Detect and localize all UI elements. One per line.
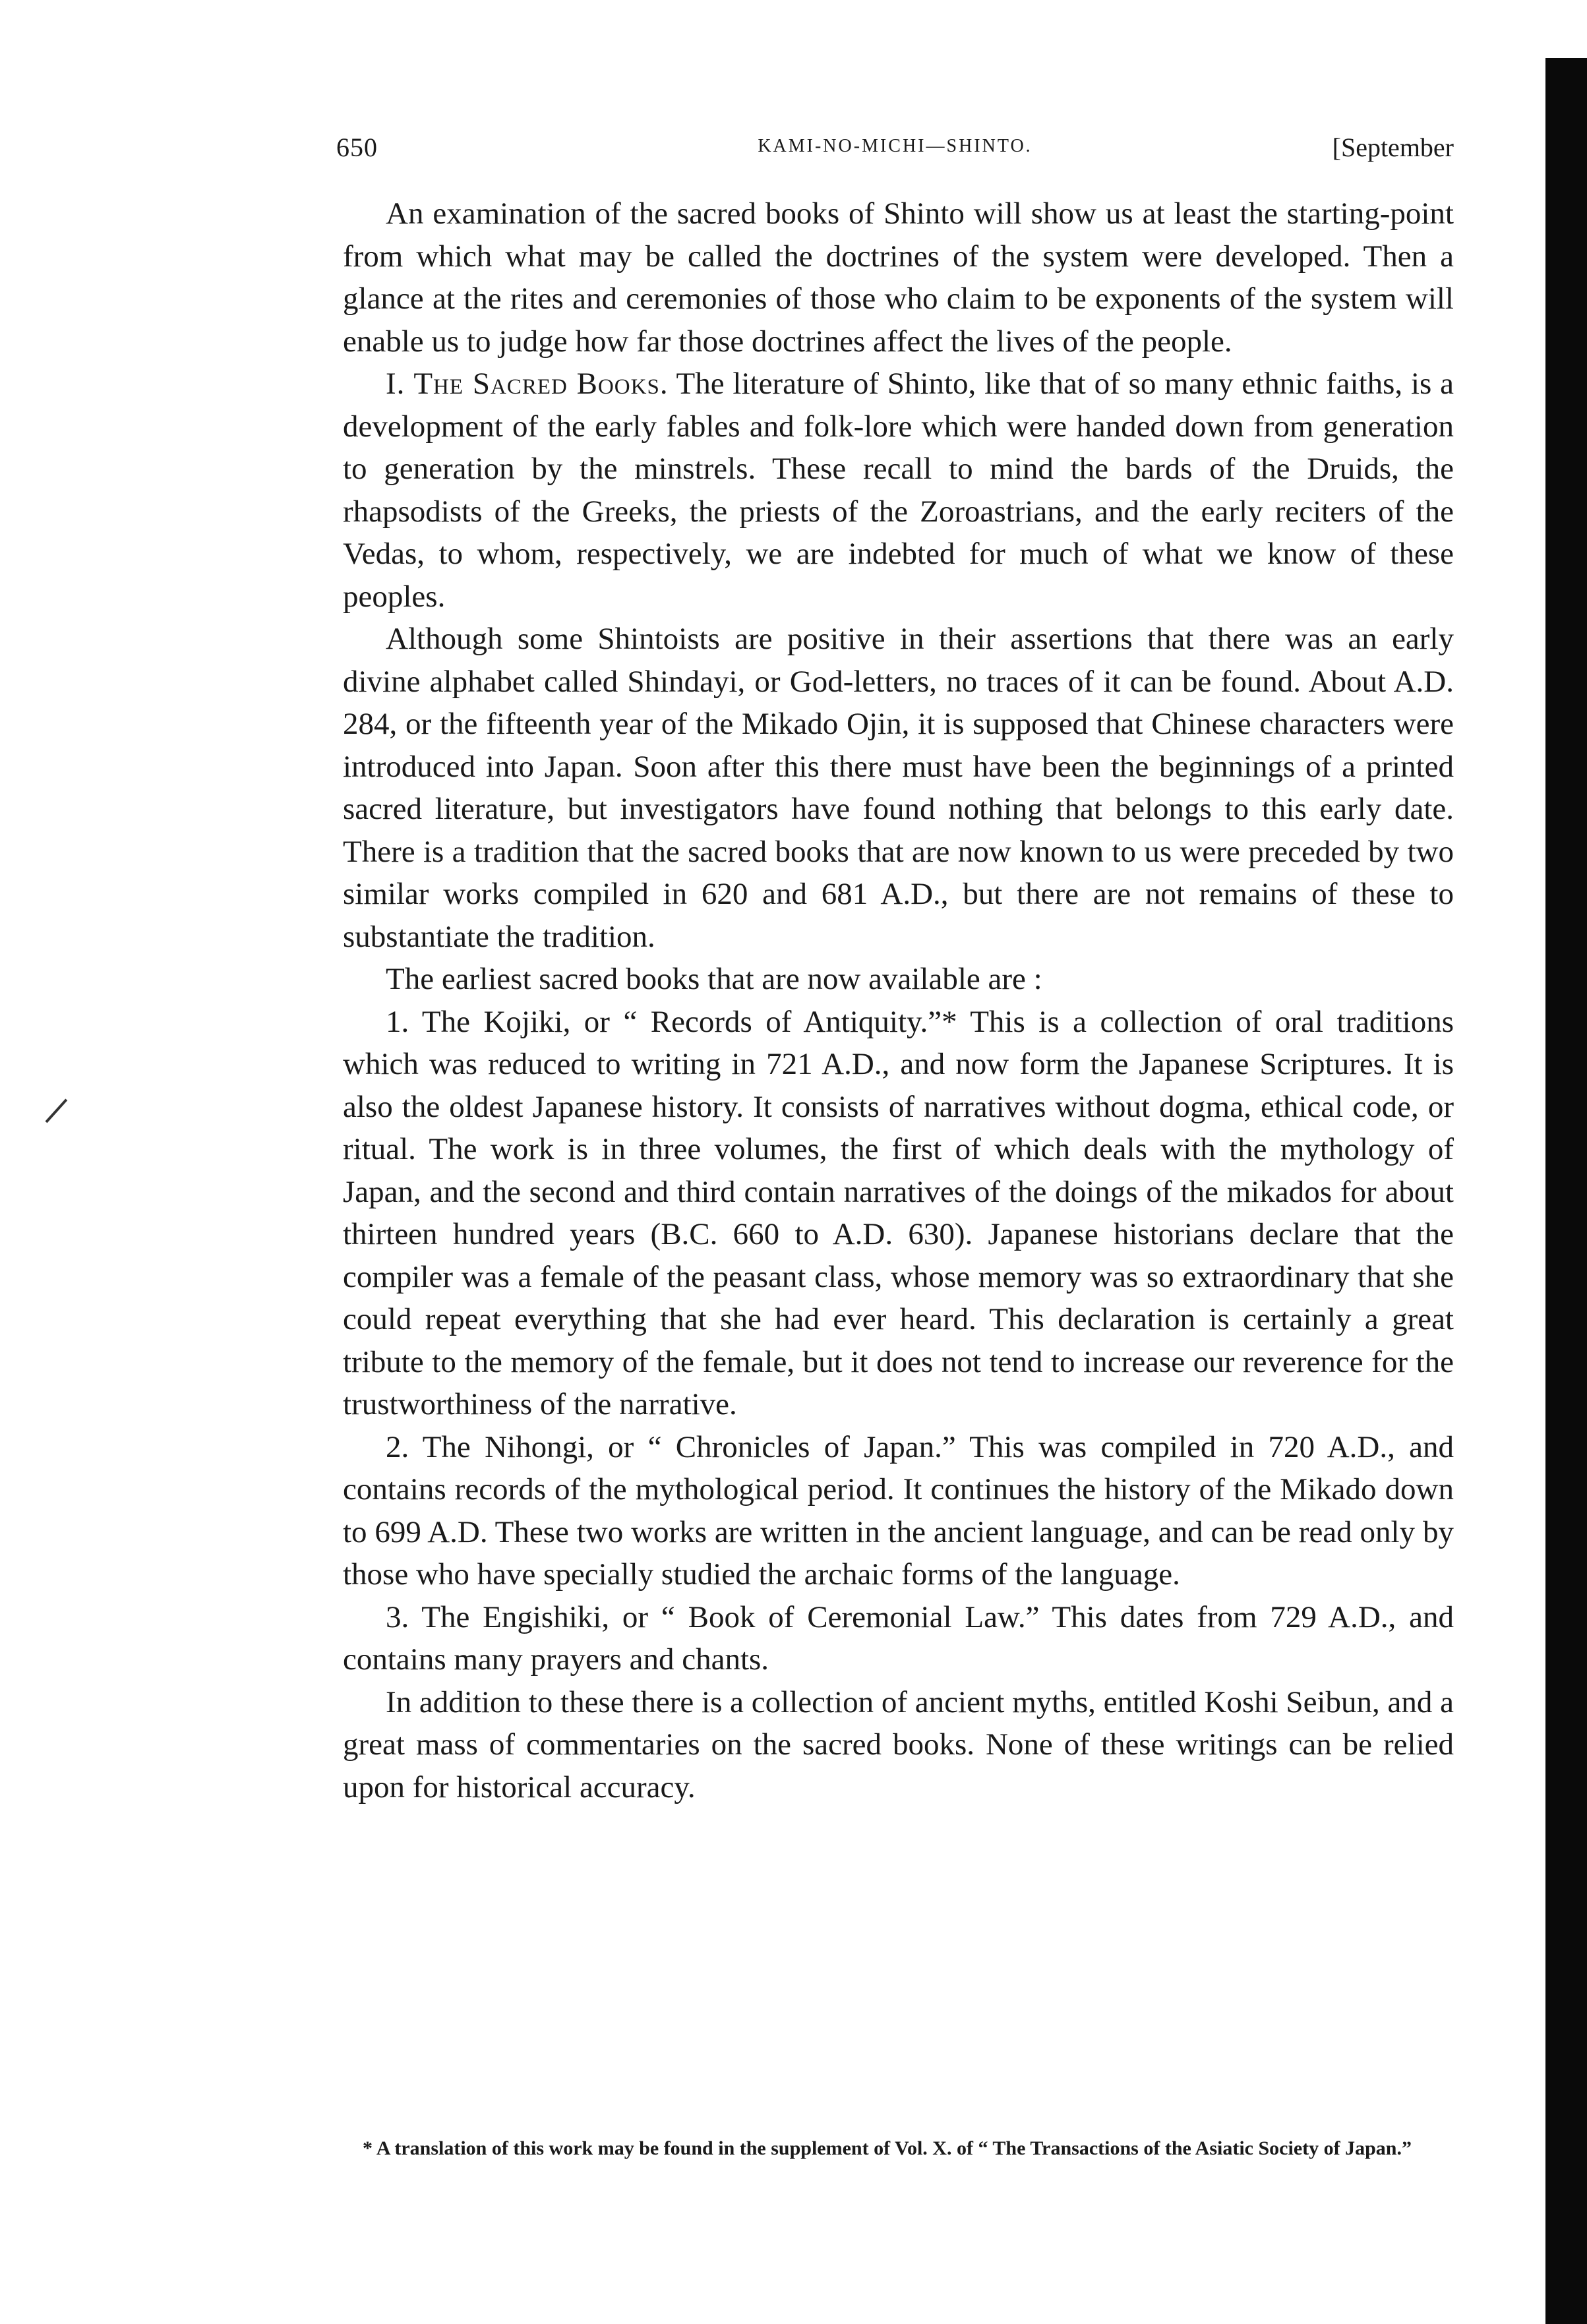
paragraph-text: 1. The Kojiki, or “ Records of Antiquity.”* This is a collection of oral traditions which was reduced to writing in 721 A.D., and now form the Japanese Scriptures. It is also the oldest Japanese history. It consists of narratives without dogma, ethical code, or ritual. The work is in three volumes, the first of which deals with the mythology of Japan, and the second and third contain narratives of the doings of the mikados for about thirteen hundred years (B.C. 660 to A.D. 630). Japanese historians declare that the compiler was a female of the peasant class, whose memory was so extraordinary that she could repeat everything that she had ever heard. This declaration is certainly a great tribute to the memory of the female, but it does not tend to increase our reverence for the trustworthiness of the narrative. [343, 1004, 1454, 1421]
paragraph-kojiki [343, 1001, 1454, 1426]
paragraph-text: 2. The Nihongi, or “ Chronicles of Japan.” This was compiled in 720 A.D., and contains records of the mythological period. It continues the history of the Mikado down to 699 A.D. These two works are written in the ancient language, and can be read only by those who have specially studied the archaic forms of the language. [343, 1429, 1454, 1592]
paragraph-text: In addition to these there is a collection of ancient myths, entitled Koshi Seibun, and a great mass of commentaries on the sacred books. None of these writings can be relied upon for historical accuracy. [343, 1684, 1454, 1804]
section-heading: I. The Sacred Books. [386, 367, 669, 401]
paragraph-text: An examination of the sacred books of Shinto will show us at least the starting-point from which what may be called the doctrines of the system were developed. Then a glance at the rites and ceremonies of those who claim to be exponents of the system will enable us to judge how far those doctrines affect the lives of the people. [343, 196, 1454, 359]
paragraph-text: Although some Shintoists are positive in their assertions that there was an early divine alphabet called Shindayi, or God-letters, no traces of it can be found. About A.D. 284, or the fifteenth year of the Mikado Ojin, it is supposed that Chinese characters were introduced into Japan. Soon after this there must have been the beginnings of a printed sacred literature, but investigators have found nothing that belongs to this early date. There is a tradition that the sacred books that are now known to us were preceded by two similar works compiled in 620 and 681 A.D., but there are not remains of these to substantiate the tradition. [343, 622, 1454, 954]
margin-tick-mark [45, 1098, 68, 1123]
footnote-text: * A translation of this work may be found in the supplement of Vol. X. of “ The Transactions of the Asiatic Society of Japan.” [363, 2137, 1412, 2159]
paragraph-sacred-books [343, 363, 1454, 618]
paragraph-additional [343, 1681, 1454, 1809]
paragraph-text: The literature of Shinto, like that of so many ethnic faiths, is a development of the early fables and folk-lore which were handed down from generation to generation by the minstrels. These recall to mind the bards of the Druids, the rhapsodists of the Greeks, the priests of the Zoroastrians, and the early reciters of the Vedas, to whom, respectively, we are indebted for much of what we know of these peoples. [343, 367, 1454, 614]
footnote [343, 2136, 1454, 2161]
paragraph-text: 3. The Engishiki, or “ Book of Ceremonial Law.” This dates from 729 A.D., and contains many prayers and chants. [343, 1599, 1454, 1677]
running-title: KAMI-NO-MICHI—SHINTO. [758, 136, 1033, 156]
paragraph-earliest-books [343, 958, 1454, 1001]
paragraph-nihongi [343, 1426, 1454, 1596]
paragraph-engishiki [343, 1596, 1454, 1681]
paragraph-alphabet [343, 618, 1454, 958]
header-month: [September [1332, 133, 1454, 162]
paragraph-intro [343, 193, 1454, 363]
paragraph-text: The earliest sacred books that are now available are : [386, 962, 1042, 996]
running-header [336, 132, 1454, 171]
scan-edge-bar [1545, 58, 1587, 2324]
page-number: 650 [336, 133, 378, 162]
body-text [343, 193, 1454, 1808]
